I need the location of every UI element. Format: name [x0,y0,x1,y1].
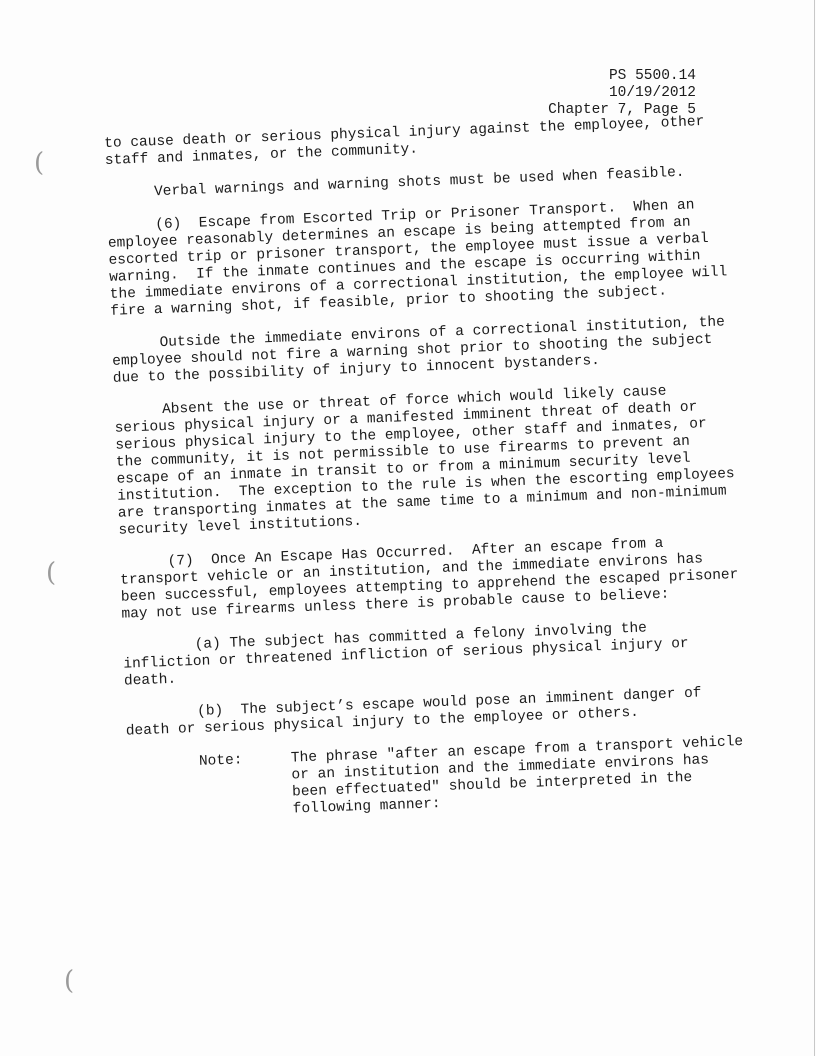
paragraph-item-a: (a) The subject has committed a felony involving the infliction or threatened infliction of serious physical injury or death. [123,620,698,690]
paragraph-item-b: (b) The subject’s escape would pose an imminent danger of death or serious physical injury to the employee or others. [125,685,711,740]
note-text: The phrase "after an escape from a transport vehicle or an institution and the immediate environs has been effectuated" should be interpreted in the following manner: [290,733,744,818]
note-label: Note: [198,752,243,770]
paragraph-escape-escorted-trip: (6) Escape from Escorted Trip or Prisoner Transport. When an employee reasonably determines an escape is being attempted from an escorted trip or prisoner transport, the employee must issue a verbal warning. If the inmate continues and the escape is occurring within the immediate environs of a correctional institution, the employee will fire a warning shot, if feasible, prior to shooting the subject. [107,197,737,320]
paragraph-outside-environs: Outside the immediate environs of a correctional institution, the employee should not fire a warning shot prior to shooting the subject due to the possibility of injury to innocent bystanders. [111,314,734,387]
punch-hole-mark-middle: ( [46,558,57,588]
paragraph-verbal-warnings: Verbal warnings and warning shots must be used when feasible. [153,164,685,201]
note-block [127,734,749,825]
paragraph-continued: to cause death or serious physical injury against the employee, other staff and inmates, or the community. [104,113,714,169]
paragraph-once-escape-occurred: (7) Once An Escape Has Occurred. After an escape from a transport vehicle or an institution, and the immediate environs has been successful, employees attempting to apprehend the escaped prisoner may not use firearms unless there is probable cause to believe: [120,535,748,623]
page-header [548,68,696,119]
punch-hole-mark-top: ( [34,148,45,178]
document-date: 10/19/2012 [608,85,696,101]
document-number: PS 5500.14 [608,68,696,84]
page-edge-line [814,0,815,1056]
body-text [104,113,749,824]
chapter-page: Chapter 7, Page 5 [548,102,696,118]
punch-hole-mark-bottom: ( [64,966,75,996]
paragraph-absent-threat: Absent the use or threat of force which would likely cause serious physical injury or a manifested imminent threat of death or serious physical injury to the employee, other staff and inmates, or the community, it is not permissible to use firearms to prevent an escape of an inmate in transit to or from a minimum security level institution. The exception to the rule is when the escorting employees are transporting inmates at the same time to a minimum and non-minimum security level institutions. [114,383,744,539]
